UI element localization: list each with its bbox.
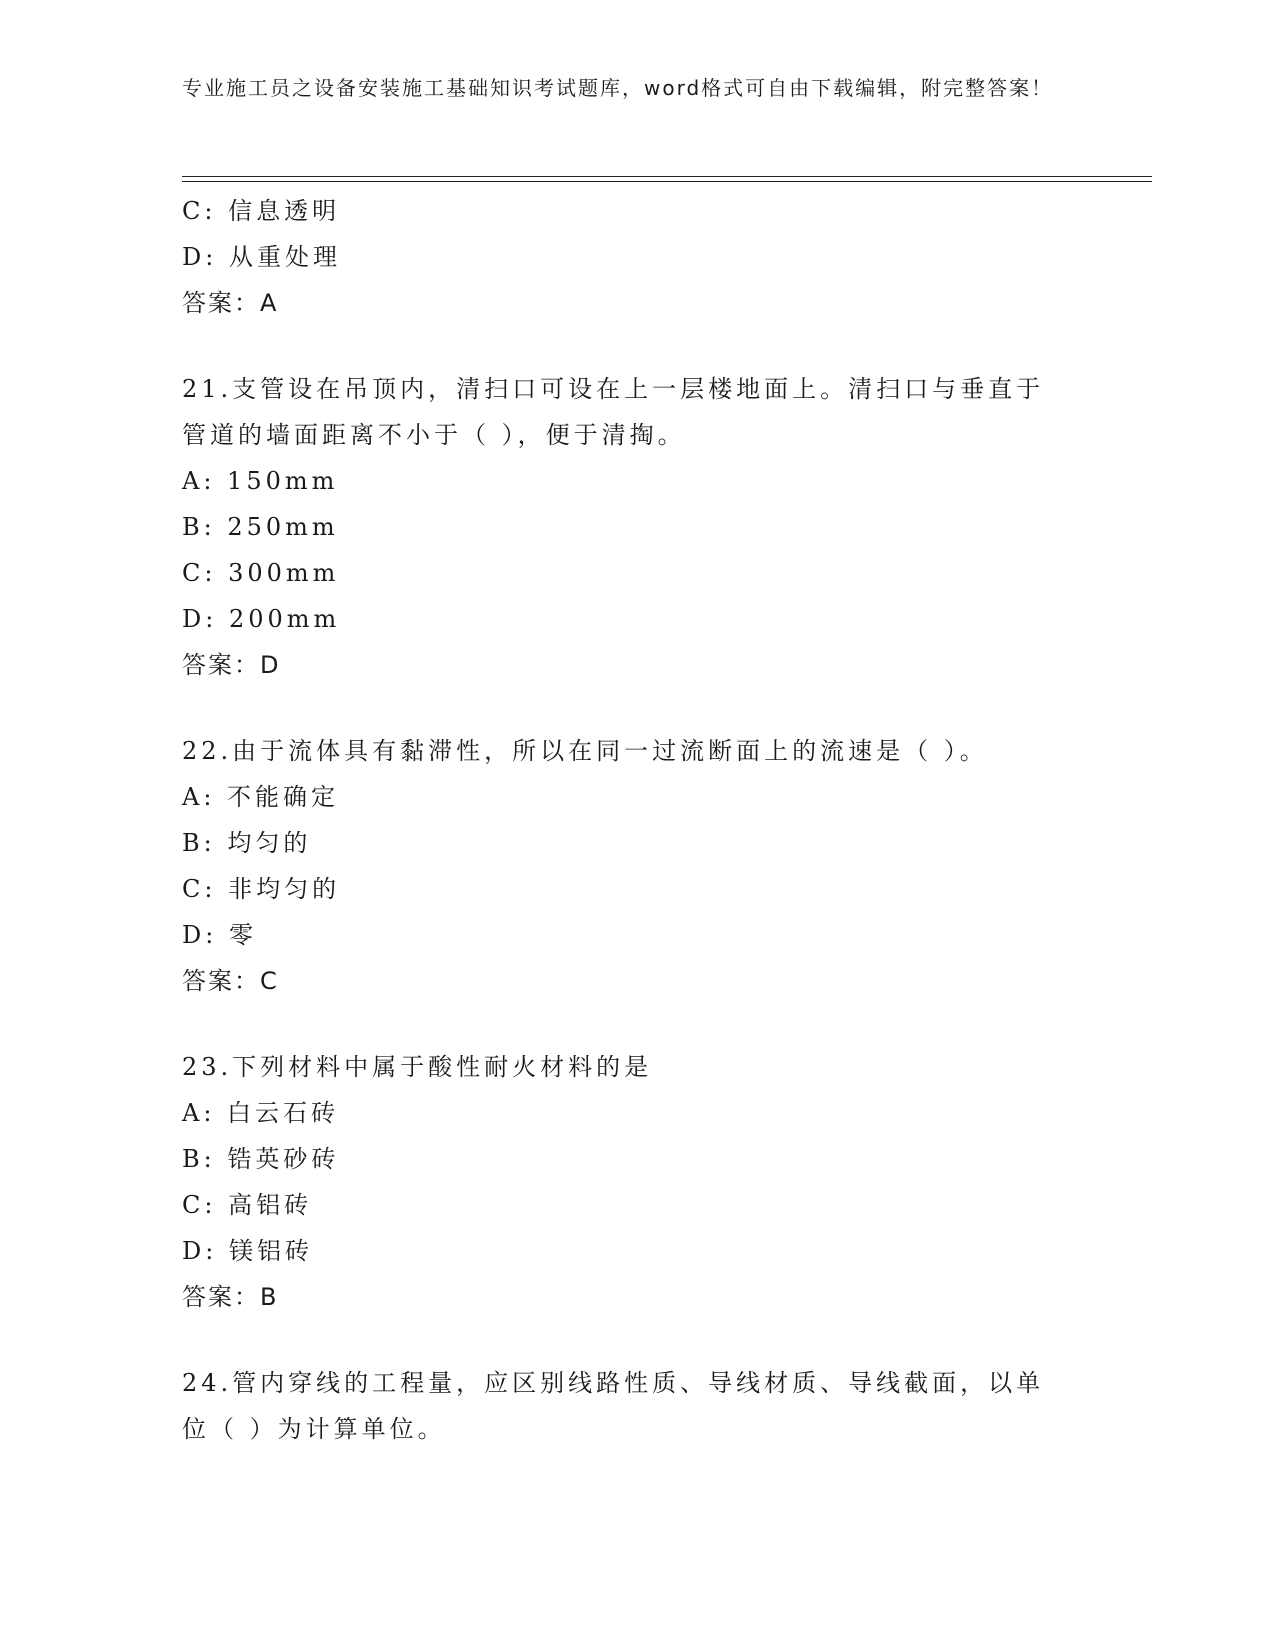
question-23 — [182, 1044, 1082, 1320]
answer-line: 答案：D — [182, 651, 281, 679]
question-text-line: 21.支管设在吊顶内，清扫口可设在上一层楼地面上。清扫口与垂直于 — [182, 375, 1045, 403]
question-24 — [182, 1360, 1082, 1452]
question-21 — [182, 366, 1082, 688]
question-text-line: 管道的墙面距离不小于（ ），便于清掏。 — [182, 421, 686, 449]
question-text-line: 23.下列材料中属于酸性耐火材料的是 — [182, 1053, 653, 1081]
option-d: D: 零 — [182, 921, 257, 949]
answer-line: 答案：B — [182, 1283, 279, 1311]
question-text-line: 22.由于流体具有黏滞性，所以在同一过流断面上的流速是（ ）。 — [182, 737, 988, 765]
option-c: C: 300mm — [182, 559, 340, 587]
option-c: C: 高铝砖 — [182, 1191, 313, 1219]
spacer — [182, 1320, 1082, 1360]
answer-line: 答案：A — [182, 289, 279, 317]
answer-line: 答案：C — [182, 967, 279, 995]
question-text-line: 位（ ）为计算单位。 — [182, 1415, 446, 1443]
question-22 — [182, 728, 1082, 1004]
header-divider — [182, 176, 1152, 177]
option-a: A: 白云石砖 — [182, 1099, 340, 1127]
spacer — [182, 688, 1082, 728]
option-c: C: 信息透明 — [182, 197, 341, 225]
page-header — [182, 72, 1062, 104]
option-d: D: 200mm — [182, 605, 341, 633]
option-d: D: 从重处理 — [182, 243, 341, 271]
spacer — [182, 1004, 1082, 1044]
option-b: B: 锆英砂砖 — [182, 1145, 340, 1173]
option-b: B: 250mm — [182, 513, 339, 541]
header-divider-second — [182, 181, 1152, 182]
option-a: A: 150mm — [182, 467, 339, 495]
option-c: C: 非均匀的 — [182, 875, 341, 903]
question-list — [182, 188, 1082, 1452]
header-title: 专业施工员之设备安装施工基础知识考试题库，word格式可自由下载编辑，附完整答案！ — [182, 76, 1054, 100]
option-b: B: 均匀的 — [182, 829, 312, 857]
option-a: A: 不能确定 — [182, 783, 340, 811]
spacer — [182, 326, 1082, 366]
question-20 — [182, 188, 1082, 326]
option-d: D: 镁铝砖 — [182, 1237, 313, 1265]
question-text-line: 24.管内穿线的工程量，应区别线路性质、导线材质、导线截面，以单 — [182, 1369, 1045, 1397]
